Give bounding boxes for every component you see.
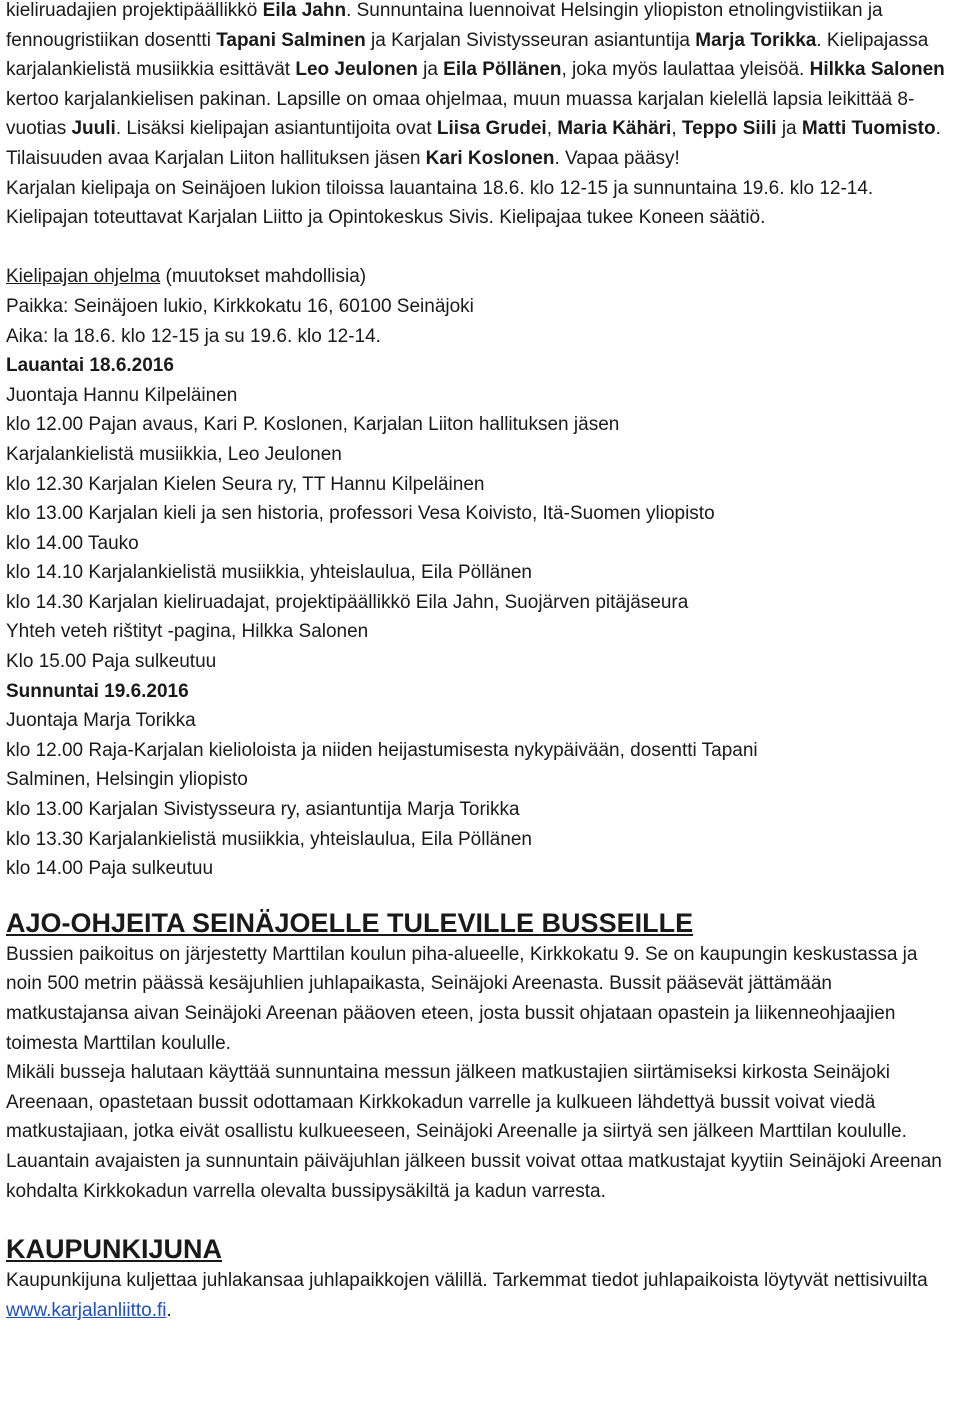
train-heading: KAUPUNKIJUNA [6,1234,223,1265]
intro-text: kieliruadajien projektipäällikkö [6,0,263,21]
intro-text: . Kielipajassa karjalankielistä musiikkia esittävät [6,29,929,81]
program-line: klo 12.30 Karjalan Kielen Seura ry, TT Hannu Kilpeläinen [6,473,485,495]
program-line: Klo 15.00 Paja sulkeutuu [6,651,217,673]
intro-name: Juuli [71,118,116,140]
program-time: Aika: la 18.6. klo 12-15 ja su 19.6. klo 12-14. [6,325,381,347]
intro-text: . Sunnuntaina luennoivat Helsingin yliopiston etnolingvistiikan ja fennougristiikan dosentti [6,0,883,51]
intro-name: Kari Koslonen [425,147,555,169]
intro-name: Eila Jahn [262,0,347,21]
intro-name: Matti Tuomisto [801,118,936,140]
intro-paragraph [6,0,954,174]
program-line: klo 12.00 Pajan avaus, Kari P. Koslonen, Karjalan Liiton hallituksen jäsen [6,414,620,436]
intro-name: Liisa Grudei [436,118,547,140]
train-paragraph [6,1266,954,1325]
program-line: Juontaja Marja Torikka [6,710,196,732]
intro-text: ja [776,118,802,140]
bus-paragraph: Bussien paikoitus on järjestetty Marttilan koulun piha-alueelle, Kirkkokatu 9. Se on kaupungin keskustassa ja noin 500 metrin päässä kesäjuhlien juhlapaikasta, Seinäjoki Areenasta. Bussit pääsevät jättämään matkustajansa aivan Seinäjoki Areenan pääoven eteen, josta bussit ohjataan opastein ja liikenneohjaajien toimesta Marttilan koululle. [6,943,918,1054]
train-end: . [166,1299,172,1321]
bus-heading: AJO-OHJEITA SEINÄJOELLE TULEVILLE BUSSEILLE [6,907,694,938]
intro-text: ja Karjalan Sivistysseuran asiantuntija [365,29,696,51]
intro-name: Hilkka Salonen [809,59,945,81]
program-line: Karjalankielistä musiikkia, Leo Jeulonen [6,443,342,465]
intro-name: Maria Kähäri [557,118,672,140]
intro-text: , [671,118,682,140]
intro-text: , joka myös laulattaa yleisöä. [561,59,810,81]
program-line: Salminen, Helsingin yliopisto [6,769,248,791]
intro-name: Teppo Siili [681,118,777,140]
program-section [6,262,954,883]
intro-text: kertoo karjalankielisen pakinan. Lapsille on omaa ohjelmaa, muun muassa karjalan kielellä lapsia leikittää 8-vuotias [6,88,915,140]
program-days [6,351,954,884]
intro-name: Tapani Salminen [216,29,366,51]
program-line: klo 12.00 Raja-Karjalan kielioloista ja niiden heijastumisesta nykypäivään, dosentti Tapani [6,739,758,761]
program-line: klo 13.00 Karjalan Sivistysseura ry, asiantuntija Marja Torikka [6,799,520,821]
program-line: klo 14.00 Paja sulkeutuu [6,858,214,880]
program-heading-note: (muutokset mahdollisia) [160,266,367,288]
program-line: klo 14.30 Karjalan kieliruadajat, projektipäällikkö Eila Jahn, Suojärven pitäjäseura [6,591,689,613]
program-line: klo 14.00 Tauko [6,532,139,554]
program-line: klo 14.10 Karjalankielistä musiikkia, yhteislaulua, Eila Pöllänen [6,562,532,584]
train-text: Kaupunkijuna kuljettaa juhlakansaa juhlapaikkojen välillä. Tarkemmat tiedot juhlapaikoista löytyvät nettisivuilta [6,1270,928,1292]
intro-text: . Tilaisuuden avaa Karjalan Liiton hallituksen jäsen [6,118,941,169]
intro-name: Eila Pöllänen [443,59,562,81]
bus-section [6,940,954,1206]
intro-paragraph-2: Karjalan kielipaja on Seinäjoen lukion tiloissa lauantaina 18.6. klo 12-15 ja sunnuntaina 19.6. klo 12-14. Kielipajan toteuttavat Karjalan Liitto ja Opintokeskus Sivis. Kielipajaa tukee Koneen säätiö. [6,177,874,229]
bus-paragraph: Lauantain avajaisten ja sunnuntain päiväjuhlan jälkeen bussit voivat ottaa matkustajat kyytiin Seinäjoki Areenan kohdalta Kirkkokadun varrella olevalta bussipysäkiltä ja kadun varresta. [6,1150,942,1202]
karjalanliitto-link[interactable]: www.karjalanliitto.fi [6,1299,167,1321]
program-heading [6,262,954,292]
program-heading-bold: Kielipajan ohjelma [6,266,161,288]
program-line: klo 13.00 Karjalan kieli ja sen historia, professori Vesa Koivisto, Itä-Suomen yliopisto [6,503,715,525]
day-title: Sunnuntai 19.6.2016 [6,680,189,702]
program-line: klo 13.30 Karjalankielistä musiikkia, yhteislaulua, Eila Pöllänen [6,828,532,850]
intro-text: ja [417,59,444,81]
intro-name: Marja Torikka [695,29,817,51]
program-line: Juontaja Hannu Kilpeläinen [6,384,238,406]
program-line: Yhteh veteh rištityt -pagina, Hilkka Salonen [6,621,369,643]
intro-text: , [546,118,558,140]
intro-text: . Vapaa pääsy! [554,147,680,169]
program-place: Paikka: Seinäjoen lukio, Kirkkokatu 16, 60100 Seinäjoki [6,295,474,317]
intro-name: Leo Jeulonen [295,59,418,81]
bus-paragraph: Mikäli busseja halutaan käyttää sunnuntaina messun jälkeen matkustajien siirtämiseksi kirkosta Seinäjoki Areenaan, opastetaan bussit odottamaan Kirkkokadun varrelle ja kulkueen lähdettyä bussit voivat viedä matkustajiaan, jotka eivät osallistu kulkueeseen, Seinäjoki Areenalle ja siirtyä sen jälkeen Marttilan koululle. [6,1062,907,1143]
intro-text: . Lisäksi kielipajan asiantuntijoita ovat [115,118,437,140]
day-title: Lauantai 18.6.2016 [6,355,174,377]
